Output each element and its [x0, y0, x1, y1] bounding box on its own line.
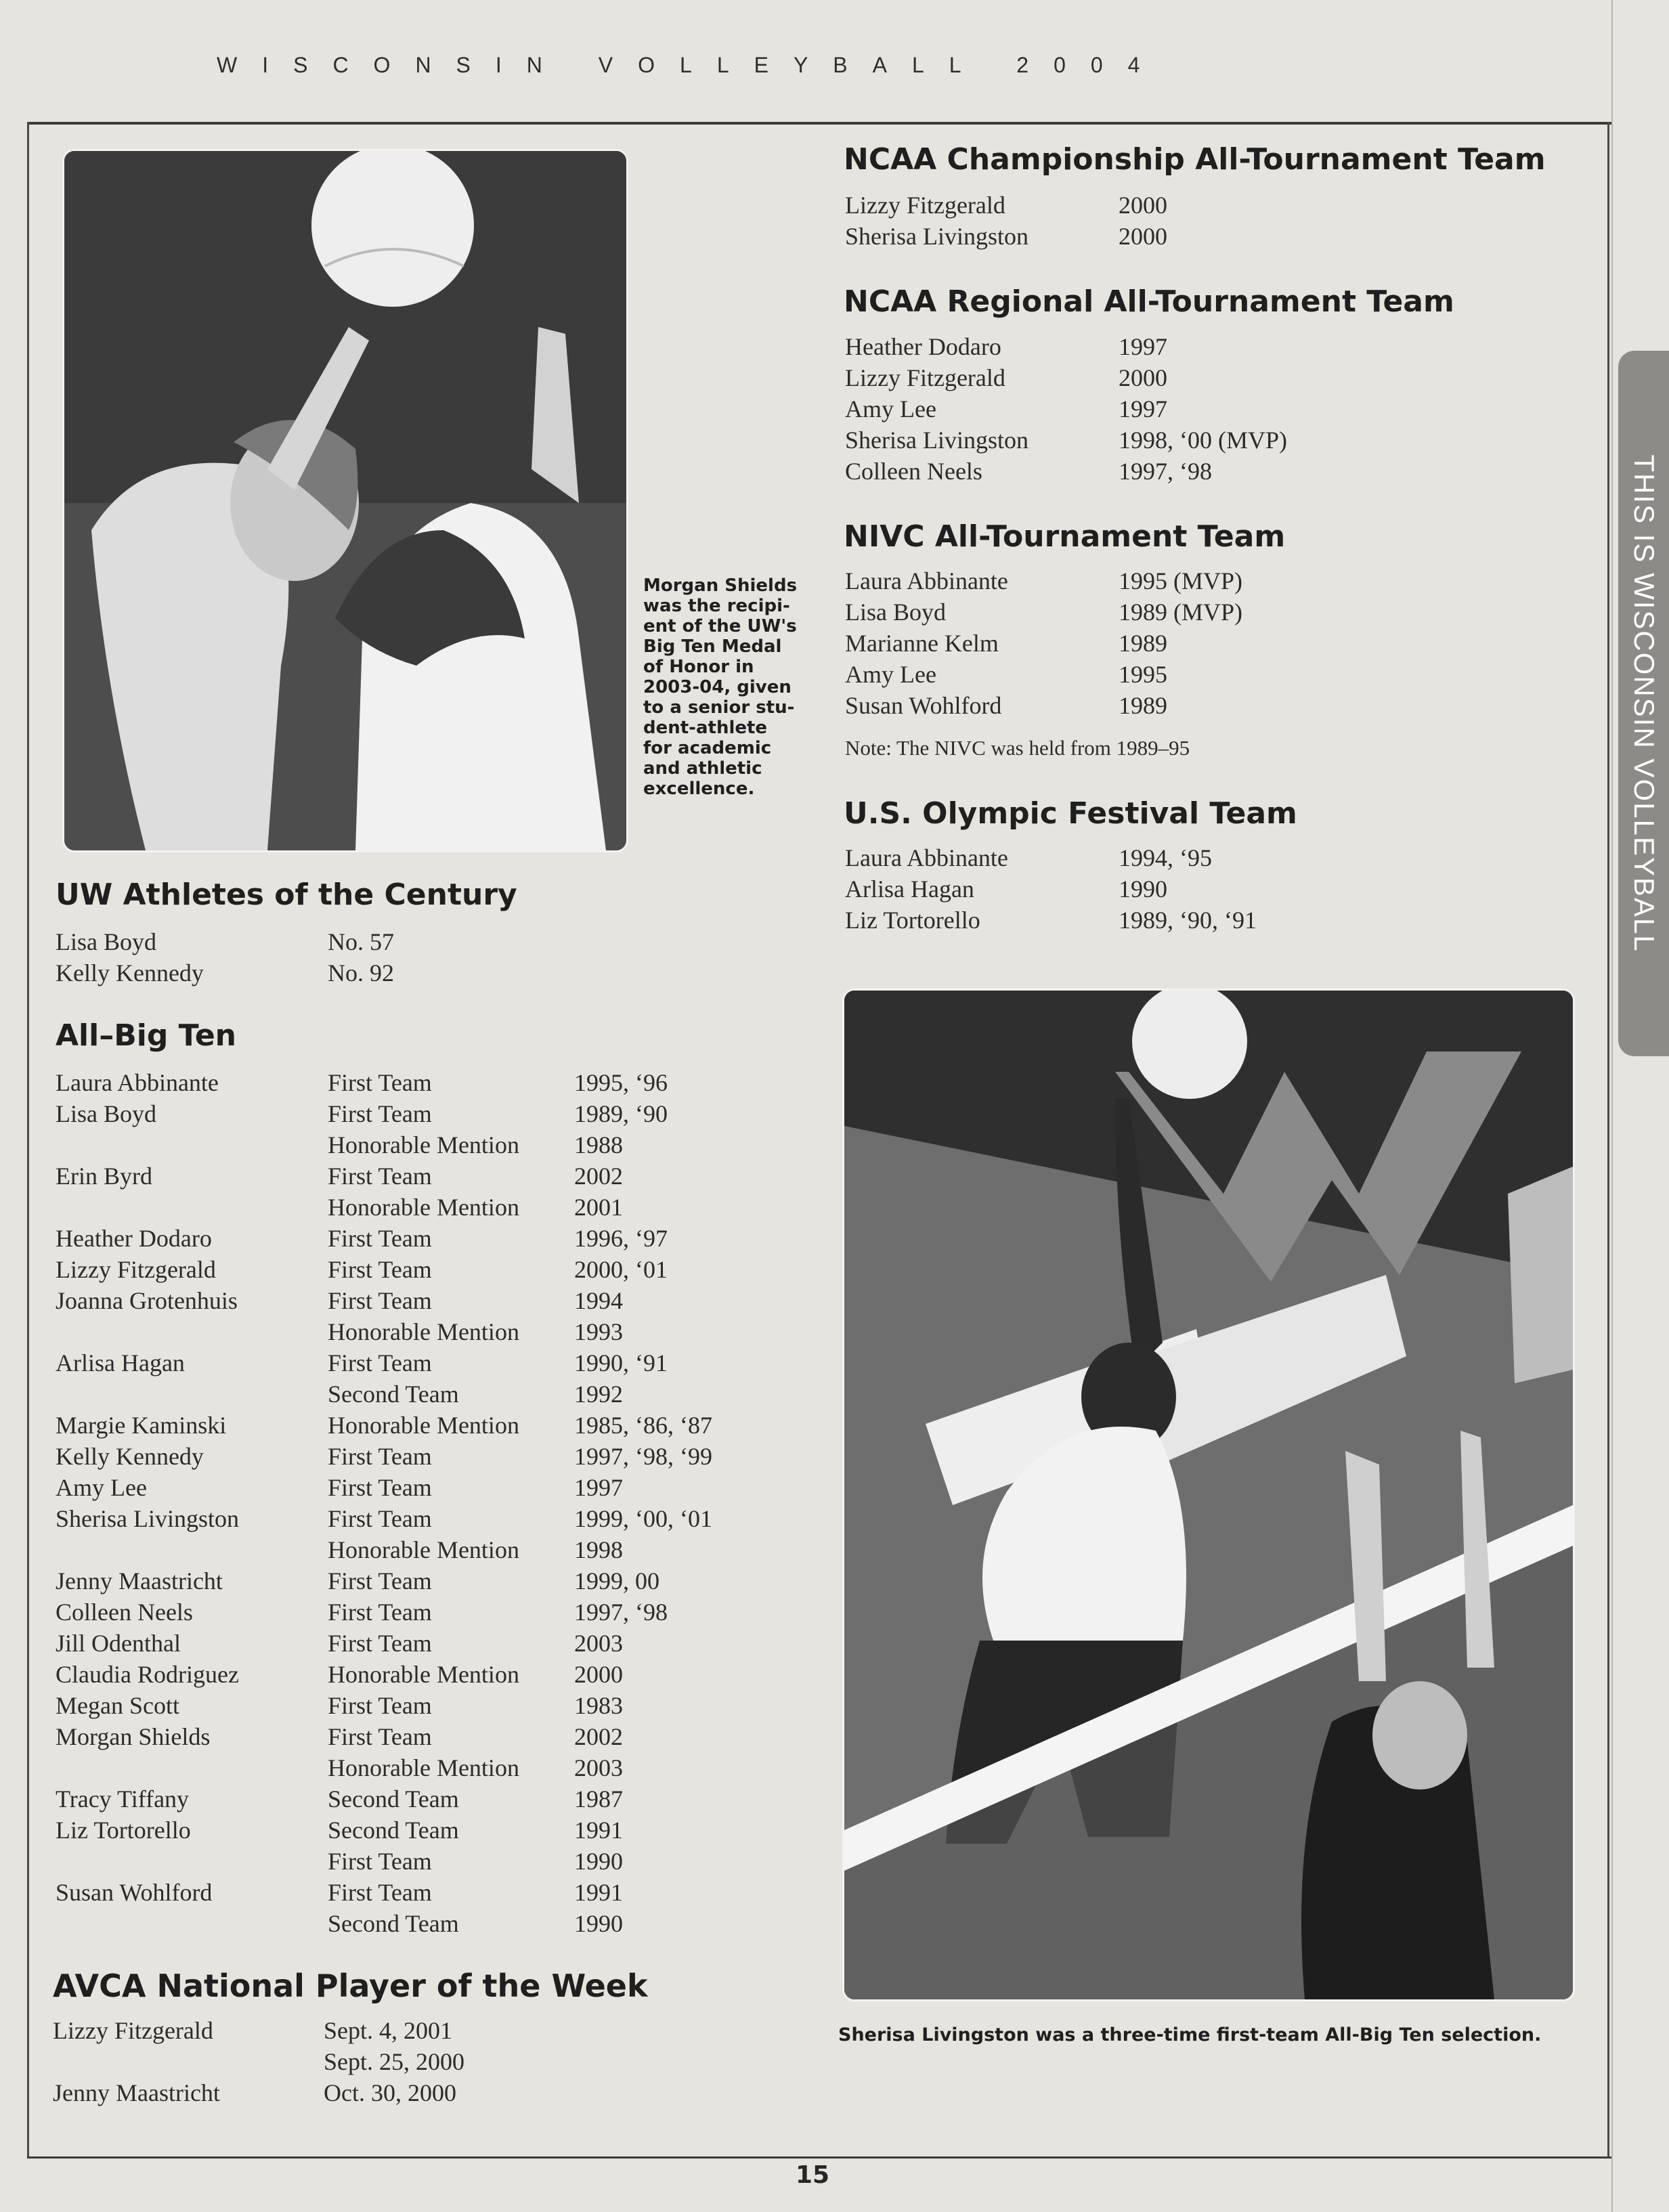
list-item	[845, 690, 1454, 721]
player-date: Sept. 25, 2000	[324, 2048, 465, 2075]
table-row	[56, 1379, 766, 1410]
player-name: Marianne Kelm	[845, 630, 999, 657]
nivc-list	[845, 565, 1454, 721]
photo-top-caption	[643, 576, 806, 799]
years: 1989, ‘90	[574, 1100, 668, 1127]
table-row	[56, 1161, 766, 1192]
player-name: Liz Tortorello	[56, 1817, 191, 1844]
table-row	[56, 1597, 766, 1628]
caption-line: excellence.	[643, 779, 755, 799]
player-name: Lisa Boyd	[845, 599, 946, 626]
player-name: Amy Lee	[845, 661, 936, 688]
team-designation: First Team	[328, 1225, 432, 1252]
years: 1985, ‘86, ‘87	[574, 1412, 712, 1439]
player-name: Lizzy Fitzgerald	[53, 2017, 213, 2044]
side-tab	[1618, 351, 1669, 1056]
team-designation: Honorable Mention	[328, 1754, 519, 1781]
list-item	[56, 957, 529, 989]
table-row	[56, 1503, 766, 1534]
caption-line: of Honor in	[643, 657, 754, 677]
team-designation: First Team	[328, 1848, 432, 1875]
player-years: 1989 (MVP)	[1119, 599, 1243, 626]
table-row	[56, 1815, 766, 1846]
page-number: 15	[796, 2161, 830, 2189]
athletes-century-title: UW Athletes of the Century	[56, 877, 517, 912]
list-item	[845, 873, 1454, 905]
top-rule	[27, 122, 1611, 125]
table-row	[56, 1628, 766, 1659]
team-designation: First Team	[328, 1069, 432, 1096]
list-item	[845, 628, 1454, 659]
years: 1994	[574, 1287, 623, 1314]
list-item	[845, 565, 1454, 597]
player-years: 1997	[1119, 395, 1167, 422]
player-years: 1989	[1119, 630, 1167, 657]
years: 1990, ‘91	[574, 1349, 668, 1376]
table-row	[56, 1690, 766, 1721]
caption-line: was the recipi-	[643, 596, 790, 616]
team-designation: Honorable Mention	[328, 1318, 519, 1345]
list-item	[845, 597, 1454, 628]
years: 1990	[574, 1848, 623, 1875]
years: 1999, 00	[574, 1567, 659, 1595]
team-designation: Second Team	[328, 1910, 459, 1937]
team-designation: First Team	[328, 1567, 432, 1595]
player-name: Colleen Neels	[56, 1599, 193, 1626]
team-designation: First Team	[328, 1692, 432, 1719]
years: 2002	[574, 1723, 623, 1750]
table-row	[56, 1908, 766, 1939]
years: 1993	[574, 1318, 623, 1345]
table-row	[56, 1410, 766, 1441]
running-header: WISCONSIN VOLLEYBALL 2004	[217, 53, 1165, 77]
caption-line: to a senior stu-	[643, 697, 795, 718]
table-row	[56, 1067, 766, 1098]
table-row	[56, 1721, 766, 1752]
player-name: Jill Odenthal	[56, 1630, 181, 1657]
years: 1997, ‘98, ‘99	[574, 1443, 712, 1470]
years: 1991	[574, 1879, 623, 1906]
player-years: 1997	[1119, 333, 1167, 360]
photo-sherisa-livingston-illustration	[844, 991, 1573, 1999]
years: 1991	[574, 1817, 623, 1844]
player-name: Margie Kaminski	[56, 1412, 227, 1439]
photo-bottom-caption: Sherisa Livingston was a three-time first-team All-Big Ten selection.	[838, 2024, 1542, 2045]
caption-line: ent of the UW's	[643, 616, 797, 636]
years: 2003	[574, 1630, 623, 1657]
page-edge	[1611, 0, 1613, 2212]
ncaa-championship-list	[845, 190, 1454, 252]
player-name: Susan Wohlford	[845, 692, 1002, 719]
photo-morgan-shields	[62, 149, 628, 852]
list-item	[56, 926, 529, 957]
player-name: Morgan Shields	[56, 1723, 211, 1750]
team-designation: Second Team	[328, 1381, 459, 1408]
team-designation: First Team	[328, 1287, 432, 1314]
player-name: Erin Byrd	[56, 1163, 152, 1190]
nivc-title: NIVC All-Tournament Team	[844, 519, 1286, 554]
years: 1983	[574, 1692, 623, 1719]
team-designation: First Team	[328, 1879, 432, 1906]
player-years: 1989, ‘90, ‘91	[1119, 907, 1257, 934]
player-name: Heather Dodaro	[56, 1225, 212, 1252]
list-item	[53, 2077, 527, 2108]
years: 1999, ‘00, ‘01	[574, 1505, 712, 1532]
player-date: Sept. 4, 2001	[324, 2017, 453, 2044]
athletes-century-list	[56, 926, 529, 989]
team-designation: First Team	[328, 1100, 432, 1127]
photo-sherisa-livingston	[842, 989, 1575, 2001]
frame-right-rule	[1607, 122, 1609, 2156]
caption-line: Morgan Shields	[643, 576, 798, 596]
years: 1997, ‘98	[574, 1599, 668, 1626]
list-item	[845, 659, 1454, 690]
player-years: 1990	[1119, 875, 1167, 903]
team-designation: Honorable Mention	[328, 1661, 519, 1688]
team-designation: First Team	[328, 1443, 432, 1470]
team-designation: First Team	[328, 1505, 432, 1532]
team-designation: First Team	[328, 1599, 432, 1626]
player-name: Colleen Neels	[845, 458, 982, 485]
team-designation: Honorable Mention	[328, 1536, 519, 1563]
table-row	[56, 1877, 766, 1908]
years: 2001	[574, 1194, 623, 1221]
athlete-rank: No. 57	[328, 928, 394, 955]
team-designation: First Team	[328, 1630, 432, 1657]
table-row	[56, 1316, 766, 1347]
player-name: Amy Lee	[845, 395, 936, 422]
ncaa-championship-title: NCAA Championship All-Tournament Team	[844, 142, 1546, 177]
player-name: Sherisa Livingston	[845, 223, 1028, 250]
table-row	[56, 1285, 766, 1316]
table-row	[56, 1098, 766, 1129]
table-row	[56, 1659, 766, 1690]
player-name: Laura Abbinante	[845, 844, 1008, 871]
table-row	[56, 1534, 766, 1565]
years: 2000, ‘01	[574, 1256, 668, 1283]
team-designation: Honorable Mention	[328, 1412, 519, 1439]
list-item	[845, 425, 1454, 456]
player-name: Arlisa Hagan	[56, 1349, 185, 1376]
side-tab-label: THIS IS WISCONSIN VOLLEYBALL	[1628, 454, 1660, 953]
years: 1990	[574, 1910, 623, 1937]
table-row	[56, 1223, 766, 1254]
player-years: 2000	[1119, 192, 1167, 219]
player-name: Laura Abbinante	[56, 1069, 219, 1096]
years: 1992	[574, 1381, 623, 1408]
player-years: 1995	[1119, 661, 1167, 688]
player-name: Heather Dodaro	[845, 333, 1001, 360]
years: 1988	[574, 1131, 623, 1158]
ncaa-regional-list	[845, 331, 1454, 487]
years: 1997	[574, 1474, 623, 1501]
team-designation: Honorable Mention	[328, 1131, 519, 1158]
list-item	[845, 842, 1454, 873]
player-years: 2000	[1119, 364, 1167, 391]
years: 2000	[574, 1661, 623, 1688]
team-designation: First Team	[328, 1723, 432, 1750]
player-name: Amy Lee	[56, 1474, 147, 1501]
player-name: Lizzy Fitzgerald	[845, 364, 1005, 391]
list-item	[845, 456, 1454, 487]
list-item	[845, 221, 1454, 252]
table-row	[56, 1752, 766, 1783]
player-name: Arlisa Hagan	[845, 875, 974, 903]
table-row	[56, 1565, 766, 1597]
player-years: 1995 (MVP)	[1119, 567, 1243, 594]
table-row	[56, 1347, 766, 1379]
player-name: Megan Scott	[56, 1692, 179, 1719]
list-item	[845, 331, 1454, 362]
caption-line: 2003-04, given	[643, 677, 792, 697]
table-row	[56, 1441, 766, 1472]
table-row	[56, 1783, 766, 1815]
nivc-note: Note: The NIVC was held from 1989–95	[845, 736, 1190, 760]
player-name: Laura Abbinante	[845, 567, 1008, 594]
list-item	[53, 2046, 527, 2077]
caption-line: and athletic	[643, 758, 762, 779]
avca-list	[53, 2015, 527, 2108]
all-big-ten-table	[56, 1067, 766, 1939]
years: 1995, ‘96	[574, 1069, 668, 1096]
player-name: Sherisa Livingston	[845, 427, 1028, 454]
player-name: Tracy Tiffany	[56, 1785, 190, 1813]
player-name: Lizzy Fitzgerald	[56, 1256, 216, 1283]
player-name: Susan Wohlford	[56, 1879, 213, 1906]
years: 2002	[574, 1163, 623, 1190]
team-designation: Honorable Mention	[328, 1194, 519, 1221]
player-years: 1997, ‘98	[1119, 458, 1212, 485]
player-name: Claudia Rodriguez	[56, 1661, 239, 1688]
player-name: Jenny Maastricht	[53, 2079, 220, 2106]
player-years: 1998, ‘00 (MVP)	[1119, 427, 1287, 454]
player-name: Lisa Boyd	[56, 1100, 156, 1127]
list-item	[845, 362, 1454, 393]
ncaa-regional-title: NCAA Regional All-Tournament Team	[844, 284, 1454, 319]
caption-line: dent-athlete	[643, 718, 768, 738]
table-row	[56, 1129, 766, 1161]
player-name: Joanna Grotenhuis	[56, 1287, 238, 1314]
bottom-rule	[27, 2156, 1611, 2159]
team-designation: First Team	[328, 1256, 432, 1283]
years: 1998	[574, 1536, 623, 1563]
list-item	[845, 190, 1454, 221]
frame-left-rule	[27, 122, 29, 2156]
athlete-rank: No. 92	[328, 959, 394, 986]
table-row	[56, 1472, 766, 1503]
player-name: Liz Tortorello	[845, 907, 980, 934]
years: 1996, ‘97	[574, 1225, 668, 1252]
years: 1987	[574, 1785, 623, 1813]
player-name: Sherisa Livingston	[56, 1505, 239, 1532]
player-name: Kelly Kennedy	[56, 1443, 204, 1470]
team-designation: First Team	[328, 1349, 432, 1376]
player-years: 1994, ‘95	[1119, 844, 1212, 871]
table-row	[56, 1192, 766, 1223]
olympic-list	[845, 842, 1454, 936]
table-row	[56, 1254, 766, 1285]
player-date: Oct. 30, 2000	[324, 2079, 456, 2106]
athlete-name: Lisa Boyd	[56, 928, 156, 955]
avca-title: AVCA National Player of the Week	[53, 1968, 648, 2004]
list-item	[845, 393, 1454, 425]
player-name: Jenny Maastricht	[56, 1567, 223, 1595]
team-designation: Second Team	[328, 1785, 459, 1813]
table-row	[56, 1846, 766, 1877]
player-years: 1989	[1119, 692, 1167, 719]
list-item	[53, 2015, 527, 2046]
all-big-ten-title: All–Big Ten	[56, 1018, 236, 1053]
player-name: Lizzy Fitzgerald	[845, 192, 1005, 219]
athlete-name: Kelly Kennedy	[56, 959, 204, 986]
years: 2003	[574, 1754, 623, 1781]
list-item	[845, 905, 1454, 936]
olympic-title: U.S. Olympic Festival Team	[844, 796, 1297, 831]
player-years: 2000	[1119, 223, 1167, 250]
team-designation: First Team	[328, 1163, 432, 1190]
caption-line: for academic	[643, 738, 772, 758]
caption-line: Big Ten Medal	[643, 636, 782, 657]
team-designation: First Team	[328, 1474, 432, 1501]
photo-morgan-shields-illustration	[64, 151, 626, 850]
team-designation: Second Team	[328, 1817, 459, 1844]
